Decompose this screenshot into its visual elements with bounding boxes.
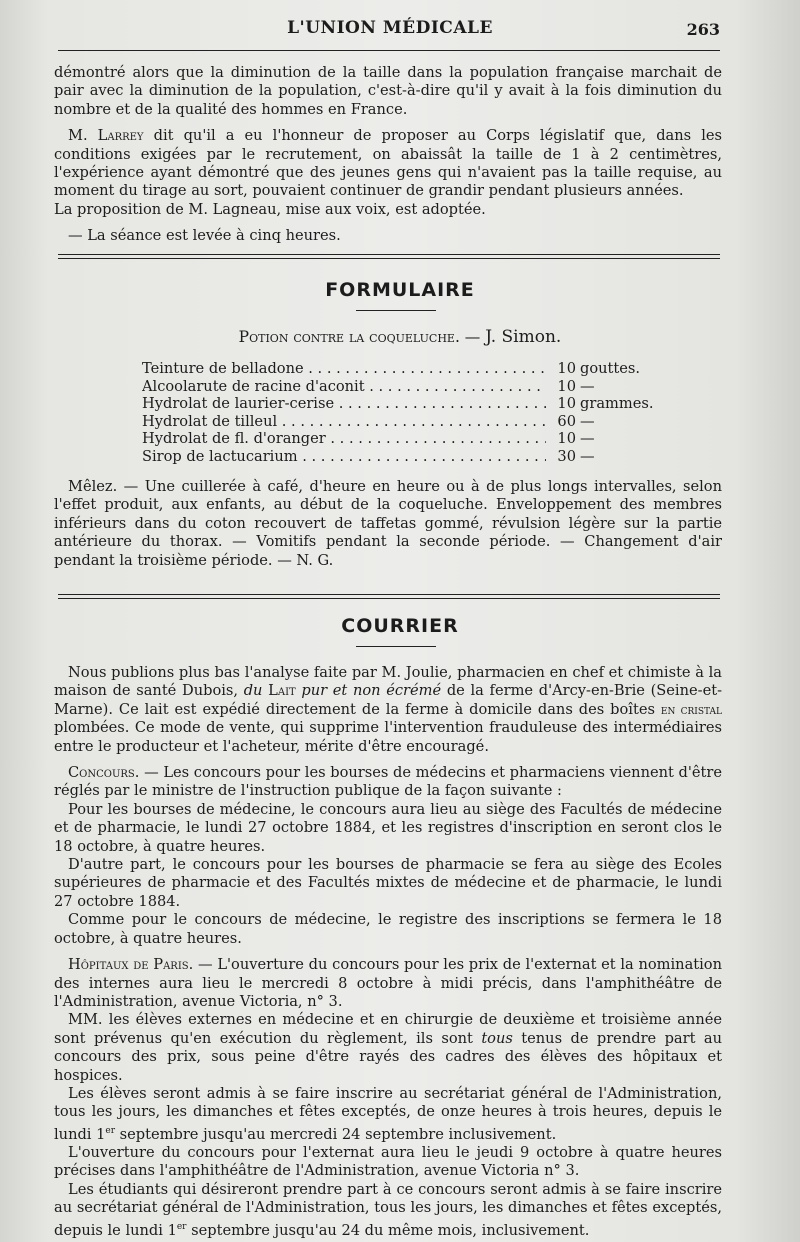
potion-title — [0, 327, 800, 347]
hopitaux-p2-text: MM. les élèves externes en médecine et en chirurgie de deuxième et troisième année sont prévenus qu'en exécution du règlement, ils sont — [54, 1011, 722, 1047]
ingredient-quantity: 30 — [557, 447, 576, 465]
hopitaux-p3-sup: er — [105, 1125, 116, 1136]
concours-paragraph-3: D'autre part, le concours pour les bourses de pharmacie se fera au siège des Ecoles supérieures de pharmacie et des Facultés mixtes de médecine et de pharmacie, le lundi 27 octobre 1884. — [54, 856, 722, 910]
hopitaux-p3-text: Les élèves seront admis à se faire inscrire au secrétariat général de l'Administration, tous les jours, les dimanches et fêtes exceptés, de onze heures à trois heures, depuis le lundi 1 — [54, 1084, 722, 1143]
courrier-p1-text-3: plombées. Ce mode de vente, qui supprime l'intervention frauduleuse des intermédiaires entre le producteur et l'acheteur, mérite d'être encouragé. — [54, 719, 722, 755]
concours-paragraph-2: Pour les bourses de médecine, le concours aura lieu au siège des Facultés de médecine et de pharmacie, le lundi 27 octobre 1884, et les registres d'inscription en seront clos le 18 octobre, à quatre heures. — [54, 800, 722, 855]
ingredient-row — [142, 395, 662, 413]
hopitaux-p2-text-2: tenus de prendre part au concours des prix, sous peine d'être rayés des cadres des élèves des hôpitaux et hospices. — [54, 1029, 722, 1084]
ingredient-unit: — — [580, 412, 595, 430]
ingredient-unit: — — [580, 430, 595, 448]
hopitaux-p2-tous: tous — [481, 1029, 513, 1047]
potion-label: Potion contre la coqueluche. — — [238, 328, 486, 346]
ingredient-name: Sirop de lactucarium . . . — [142, 448, 546, 466]
ingredient-row — [142, 360, 662, 378]
intro-paragraph-4: — La séance est levée à cinq heures. — [68, 227, 341, 245]
hopitaux-p5-text-2: septembre jusqu'au 24 du même mois, inclusivement. — [186, 1221, 590, 1239]
ingredient-row — [142, 378, 662, 396]
intro-paragraph-1: démontré alors que la diminution de la taille dans la population française marchait de pair avec la diminution de la population, c'est-à-dire qu'il y avait à la fois diminution du nombre et de la qualité des hommes en France. — [54, 64, 722, 118]
ingredient-unit: gouttes. — [580, 360, 641, 377]
ingredient-list — [142, 360, 662, 466]
ingredient-name: Hydrolat de tilleul . . . — [142, 413, 546, 431]
hopitaux-p3-text-2: septembre jusqu'au mercredi 24 septembre inclusivement. — [115, 1125, 557, 1143]
ingredient-unit: — — [580, 447, 595, 465]
formulaire-title: FORMULAIRE — [325, 279, 475, 301]
courrier-p1-pur: pur et non écrémé — [301, 682, 442, 700]
hopitaux-p1-text: — L'ouverture du concours pour les prix de l'externat et la nomination des internes aura lieu le mercredi 8 octobre à midi précis, dans l'amphithéâtre de l'Administration, avenue Victoria, n° 3. — [54, 956, 722, 1010]
concours-paragraph-4: Comme pour le concours de médecine, le registre des inscriptions se fermera le 18 octobre, à quatre heures. — [54, 911, 722, 947]
formulaire-title-rule — [356, 310, 436, 311]
section-divider-formulaire — [58, 254, 720, 259]
ingredient-quantity: 10 — [557, 377, 576, 395]
hopitaux-p5-sup: er — [176, 1221, 187, 1232]
hopitaux-p5-text: Les étudiants qui désireront prendre part à ce concours seront admis à se faire inscrire au secrétariat général de l'Administration, tous les jours, les dimanches et fêtes exceptés, depuis le lundi 1 — [54, 1180, 722, 1239]
hopitaux-paragraph-3 — [54, 1085, 722, 1144]
ingredient-name: Alcoolarute de racine d'aconit . . . — [142, 378, 546, 396]
header-rule — [58, 50, 720, 51]
hopitaux-paragraph-4: L'ouverture du concours pour l'externat aura lieu le jeudi 9 octobre à quatre heures précises dans l'amphithéâtre de l'Administration, avenue Victoria n° 3. — [54, 1144, 722, 1180]
ingredient-quantity: 60 — [557, 412, 576, 430]
potion-author: J. Simon. — [485, 327, 562, 347]
page-header — [60, 14, 720, 44]
hopitaux-paragraph-5 — [54, 1181, 722, 1240]
intro-paragraph-3: La proposition de M. Lagneau, mise aux voix, est adoptée. — [54, 200, 486, 218]
running-title: L'UNION MÉDICALE — [287, 18, 493, 38]
ingredient-row — [142, 448, 662, 466]
intro-paragraph-2 — [54, 127, 722, 201]
concours-p1-text: — Les concours pour les bourses de médecins et pharmaciens viennent d'être réglés par le ministre de l'instruction publique de la façon suivante : — [54, 764, 722, 800]
courrier-p1-du: du — [243, 682, 263, 700]
page-number: 263 — [686, 20, 720, 39]
ingredient-quantity: 10 — [557, 430, 576, 448]
ingredient-name: Hydrolat de laurier-cerise . . . — [142, 395, 546, 413]
speaker-name: M. Larrey — [68, 127, 144, 145]
ingredient-name: Teinture de belladone . . . — [142, 360, 546, 378]
courrier-paragraph-1 — [54, 664, 722, 756]
courrier-title: COURRIER — [341, 615, 459, 637]
ingredient-name: Hydrolat de fl. d'oranger . . . — [142, 430, 546, 448]
formulaire-instructions: Mêlez. — Une cuillerée à café, d'heure en heure ou à de plus longs intervalles, selon l'effet produit, aux enfants, au début de la coqueluche. Enveloppement des membres inférieurs dans du coton recouvert de taffetas gommé, révulsion légère sur la partie antérieure du thorax. — Vomitifs pendant la seconde période. — Changement d'air pendant la troisième période. — N. G. — [54, 478, 722, 569]
ingredient-row — [142, 430, 662, 448]
concours-heading: Concours. — [68, 764, 140, 782]
courrier-title-rule — [356, 646, 436, 647]
intro-paragraph-2-text: dit qu'il a eu l'honneur de proposer au Corps législatif que, dans les conditions exigées par le recrutement, on abaissât la taille de 1 à 2 centimètres, l'expérience ayant démontré que des jeunes gens qui n'avaient pas la taille requise, au moment du tirage au sort, pouvaient continuer de grandir pendant plusieurs années. — [54, 127, 723, 200]
courrier-p1-lait: Lait — [268, 682, 296, 700]
section-divider-courrier — [58, 594, 720, 599]
courrier-section — [54, 664, 722, 1240]
intro-section — [54, 64, 722, 246]
concours-paragraph-1 — [54, 764, 722, 801]
courrier-p1-cristal: en cristal — [660, 701, 722, 717]
courrier-p1-text: Nous publions plus bas l'analyse faite par M. Joulie, pharmacien en chef et chimiste à la maison de santé Dubois, — [54, 664, 722, 700]
ingredient-quantity: 10 — [557, 395, 576, 413]
formulaire-instructions-block — [54, 478, 722, 570]
ingredient-row — [142, 413, 662, 431]
courrier-p1-text-2: de la ferme d'Arcy-en-Brie (Seine-et-Marne). Ce lait est expédié directement de la ferme à domicile dans des boîtes — [54, 682, 722, 718]
hopitaux-heading: Hôpitaux de Paris. — [68, 956, 194, 974]
ingredient-unit: grammes. — [580, 395, 654, 413]
hopitaux-paragraph-2 — [54, 1011, 722, 1085]
ingredient-unit: — — [580, 377, 595, 395]
ingredient-quantity: 10 — [557, 360, 576, 377]
hopitaux-paragraph-1 — [54, 956, 722, 1011]
